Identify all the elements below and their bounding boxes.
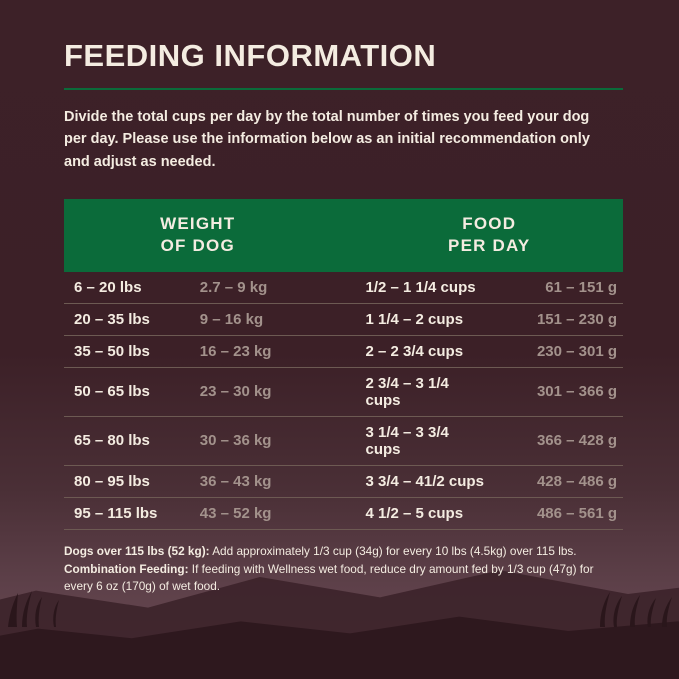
cell-food-cups: 2 – 2 3/4 cups xyxy=(356,335,490,367)
cell-weight-kg: 30 – 36 kg xyxy=(198,416,332,465)
cell-weight-kg: 43 – 52 kg xyxy=(198,497,332,529)
cell-weight-kg: 23 – 30 kg xyxy=(198,367,332,416)
cell-weight-lbs: 35 – 50 lbs xyxy=(64,335,198,367)
title-divider xyxy=(64,88,623,90)
column-header-weight-line2: OF DOG xyxy=(160,235,235,255)
table-body xyxy=(64,272,623,530)
cell-spacer xyxy=(332,335,356,367)
table-row xyxy=(64,367,623,416)
cell-food-cups: 1 1/4 – 2 cups xyxy=(356,303,490,335)
cell-weight-kg: 9 – 16 kg xyxy=(198,303,332,335)
table-row xyxy=(64,335,623,367)
page-title: FEEDING INFORMATION xyxy=(64,38,437,73)
cell-weight-lbs: 80 – 95 lbs xyxy=(64,465,198,497)
cell-weight-kg: 16 – 23 kg xyxy=(198,335,332,367)
table-row xyxy=(64,272,623,304)
table-row xyxy=(64,303,623,335)
cell-food-grams: 486 – 561 g xyxy=(489,497,623,529)
cell-weight-lbs: 50 – 65 lbs xyxy=(64,367,198,416)
cell-weight-lbs: 95 – 115 lbs xyxy=(64,497,198,529)
cell-spacer xyxy=(332,272,356,304)
column-header-food xyxy=(356,199,624,272)
column-header-weight xyxy=(64,199,332,272)
cell-weight-lbs: 6 – 20 lbs xyxy=(64,272,198,304)
cell-weight-kg: 2.7 – 9 kg xyxy=(198,272,332,304)
cell-spacer xyxy=(332,497,356,529)
cell-food-grams: 230 – 301 g xyxy=(489,335,623,367)
table-header-row xyxy=(64,199,623,272)
column-header-food-line1: FOOD xyxy=(462,214,517,234)
cell-weight-lbs: 65 – 80 lbs xyxy=(64,416,198,465)
cell-food-grams: 366 – 428 g xyxy=(489,416,623,465)
cell-food-cups: 3 1/4 – 3 3/4 cups xyxy=(356,416,490,465)
cell-food-grams: 428 – 486 g xyxy=(489,465,623,497)
intro-paragraph: Divide the total cups per day by the total number of times you feed your dog per day. Please use the information below as an initial recommendation only and adjust as needed. xyxy=(64,109,590,170)
column-header-weight-line1: WEIGHT xyxy=(160,214,236,234)
cell-spacer xyxy=(332,465,356,497)
cell-spacer xyxy=(332,367,356,416)
cell-weight-kg: 36 – 43 kg xyxy=(198,465,332,497)
cell-food-cups: 2 3/4 – 3 1/4 cups xyxy=(356,367,490,416)
feeding-notes xyxy=(64,543,623,596)
table-row xyxy=(64,497,623,529)
cell-food-cups: 4 1/2 – 5 cups xyxy=(356,497,490,529)
note-label-combination: Combination Feeding: xyxy=(64,561,189,576)
table-row xyxy=(64,416,623,465)
cell-spacer xyxy=(332,303,356,335)
note-text-combination: If feeding with Wellness wet food, reduce dry amount fed by 1/3 cup (47g) for every 6 oz (170g) of wet food. xyxy=(64,561,594,594)
cell-food-grams: 301 – 366 g xyxy=(489,367,623,416)
cell-weight-lbs: 20 – 35 lbs xyxy=(64,303,198,335)
column-spacer xyxy=(332,199,356,272)
note-label-over-115: Dogs over 115 lbs (52 kg): xyxy=(64,543,210,558)
table-header xyxy=(64,199,623,272)
cell-food-cups: 3 3/4 – 41/2 cups xyxy=(356,465,490,497)
column-header-food-line2: PER DAY xyxy=(448,235,531,255)
table-row xyxy=(64,465,623,497)
cell-food-cups: 1/2 – 1 1/4 cups xyxy=(356,272,490,304)
cell-spacer xyxy=(332,416,356,465)
note-text-over-115: Add approximately 1/3 cup (34g) for every 10 lbs (4.5kg) over 115 lbs. xyxy=(209,543,577,558)
feeding-table xyxy=(64,199,623,530)
cell-food-grams: 151 – 230 g xyxy=(489,303,623,335)
cell-food-grams: 61 – 151 g xyxy=(489,272,623,304)
